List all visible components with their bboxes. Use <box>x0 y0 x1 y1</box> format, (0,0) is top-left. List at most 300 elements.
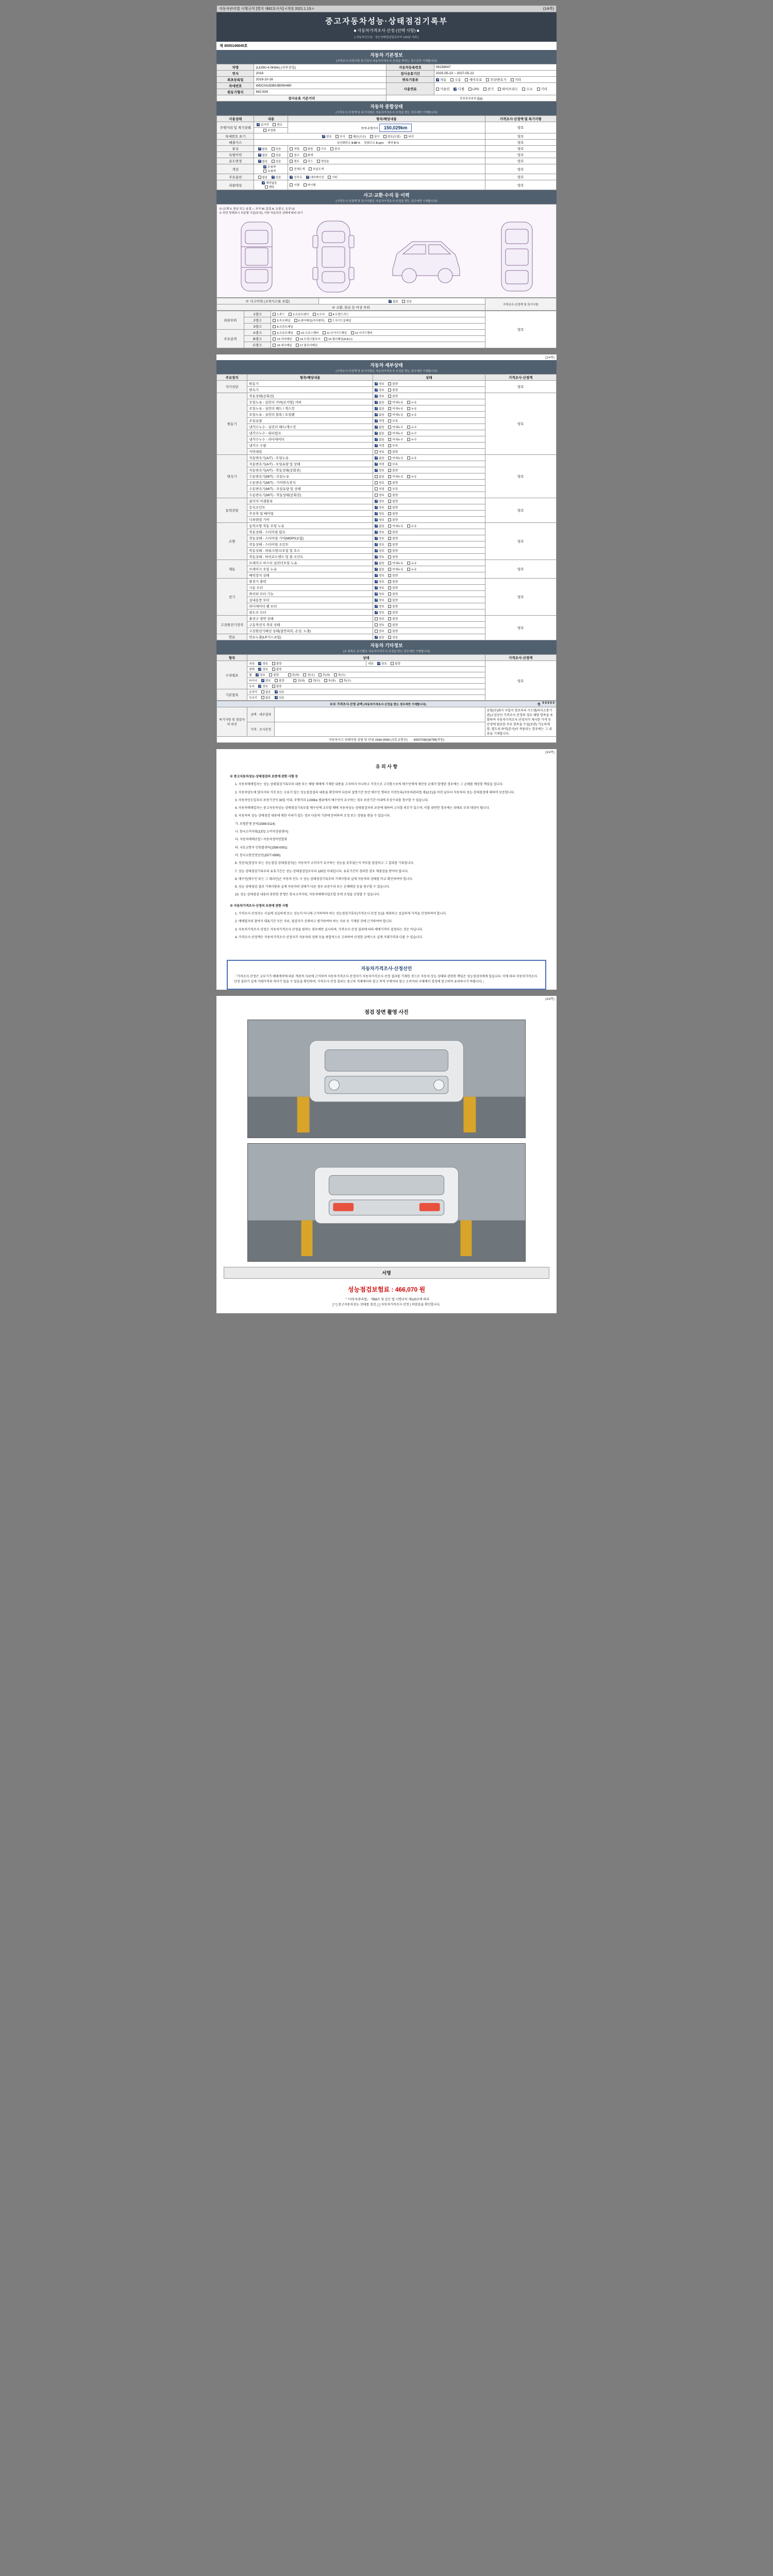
checkbox-atlevel-low[interactable] <box>388 463 391 466</box>
checkbox-tire-rl[interactable] <box>324 679 327 682</box>
checkbox-usage-business[interactable] <box>317 160 320 163</box>
checkbox-mtlevel-low[interactable] <box>388 487 391 490</box>
checkbox-commonrail-bad[interactable] <box>388 450 391 453</box>
overall-row-options-label: 주요옵션 <box>229 176 242 179</box>
checkbox-oillevel-ok[interactable] <box>375 419 378 422</box>
overall-options-sub: ✔ 선루프 ✔ 내비게이션 기타 <box>288 174 485 180</box>
checkbox-frame-dashpanel[interactable] <box>273 344 276 347</box>
checkbox-trans-diag-good[interactable] <box>375 388 378 392</box>
basic-label-inspection: 검사유효기간 <box>400 72 420 76</box>
checkbox-trans-cvt[interactable] <box>486 78 489 81</box>
section-etc-subtitle: (※ 항목은 총사별로 자동차가격조사·산정을 받는 경우에만 기재합니다) <box>343 650 430 653</box>
checkbox-polish-good[interactable] <box>258 668 261 671</box>
notice2-item-3: 4. 가격조사·산정액은 자동차가격조사·산정자가 자동차의 상태 등을 종합적으로 고려하여 산정한 금액으로 실제 거래가격과 다를 수 있습니다. <box>235 936 423 939</box>
checkbox-fuel-lpg[interactable] <box>468 88 472 91</box>
etc-group-basic-items: 기본품목 <box>225 693 239 697</box>
checkbox-frame-quarter[interactable] <box>294 319 297 322</box>
car-front-view <box>234 218 279 295</box>
checkbox-recall-na[interactable] <box>262 181 265 184</box>
overall-row-mileage-label: 주행거리 및 계기상태 <box>220 126 251 130</box>
checkbox-history-flood[interactable] <box>290 154 293 157</box>
checkbox-brakeoil-leak[interactable] <box>407 568 410 571</box>
section-overall-title: 자동차 종합상태 <box>370 104 403 109</box>
checkbox-mtleak-minor[interactable] <box>388 475 391 478</box>
overall-tuning-opts: ✔ 없음 있음 <box>254 146 288 152</box>
checkbox-frame-a-frontpanel[interactable] <box>273 331 276 334</box>
detail-state-coolant-level: ✔ 적정 부족 <box>373 443 485 449</box>
detail-state-radiator-fan: ✔ 양호 불량 <box>373 603 485 609</box>
frame-items-rank3: 8.프론트패널 <box>271 324 485 330</box>
checkbox-driveshaft-bad[interactable] <box>388 512 391 515</box>
checkbox-wheel-fr[interactable] <box>303 673 306 676</box>
checkbox-tierod-good[interactable] <box>375 555 378 558</box>
checkbox-fuel-etc[interactable] <box>537 88 540 91</box>
detail-item-at-level: 자동변속기(A/T) - 오일유량 및 상태 <box>249 463 300 466</box>
checkbox-fuel-hybrid[interactable] <box>498 88 501 91</box>
checkbox-history-none[interactable] <box>258 154 261 157</box>
checkbox-starter-good[interactable] <box>375 586 378 589</box>
checkbox-driveshaft-good[interactable] <box>375 512 378 515</box>
checkbox-exterior-good[interactable] <box>258 662 261 665</box>
price-row-0-value[interactable] <box>275 707 485 722</box>
detail-note-7: 양호 <box>517 626 524 630</box>
checkbox-usage-lease[interactable] <box>304 160 307 163</box>
checkbox-mtshift-bad[interactable] <box>388 481 391 484</box>
detail-header-3: 가격조사·산정액 <box>509 376 533 380</box>
checkbox-vin-corroded[interactable] <box>335 135 339 138</box>
checkbox-chargeport-good[interactable] <box>375 617 378 620</box>
detail-state-rocker-cover: ✔ 없음 미세누유 누유 <box>373 399 485 405</box>
checkbox-color-full-repaint[interactable] <box>290 167 293 171</box>
document-number <box>216 42 557 50</box>
notice-item-8: 9. 성능·상태점검 결과 기재사항과 실제 자동차의 상태가 다른 경우 보증수리 또는 손해배상 등을 청구할 수 있습니다. <box>235 886 390 889</box>
checkbox-hvwiring-bad[interactable] <box>388 630 391 633</box>
basic-label-firstreg: 최초등록일 <box>227 78 244 82</box>
checkbox-diff-bad[interactable] <box>388 518 391 521</box>
checkbox-blower-good[interactable] <box>375 599 378 602</box>
checkbox-radfan-bad[interactable] <box>388 605 391 608</box>
overall-header-3: 가격조사·산정액 및 특기사항 <box>499 117 542 121</box>
form-topbar <box>216 5 557 12</box>
checkbox-frame-trunkfloor[interactable] <box>296 337 299 341</box>
checkbox-wheel-rl[interactable] <box>318 673 322 676</box>
notice-contact-4: 마. 한국교통안전공단(1577-0990) <box>235 854 281 857</box>
checkbox-tuning-none[interactable] <box>258 147 261 150</box>
overall-header-2: 항목/해당내용 <box>376 117 397 121</box>
checkbox-history-fire[interactable] <box>304 154 307 157</box>
accident-right-label: 가격조사·산정액 및 특기사항 <box>502 303 539 307</box>
checkbox-mastercyl-none[interactable] <box>375 562 378 565</box>
checkbox-options-none[interactable] <box>258 176 261 179</box>
checkbox-alternator-good[interactable] <box>375 580 378 583</box>
checkbox-frame-fender[interactable] <box>289 313 292 316</box>
checkbox-frame-sidesill[interactable] <box>328 319 331 322</box>
mileage-value: 150,029km <box>379 124 412 132</box>
checkbox-vin-damaged[interactable] <box>349 135 352 138</box>
checkbox-wheel-fl[interactable] <box>288 673 291 676</box>
checkbox-coolantlevel-low[interactable] <box>388 444 391 447</box>
checkbox-history-yes[interactable] <box>272 154 275 157</box>
checkbox-usage-rent[interactable] <box>290 160 293 163</box>
detail-group-brake: 제동 <box>228 568 236 571</box>
checkbox-powerhose-good[interactable] <box>375 549 378 552</box>
checkbox-atleak-leak[interactable] <box>407 456 410 460</box>
etc-row-spare-key: 보조키 없음 ✔ 있음 <box>247 695 485 701</box>
checkbox-powerhose-bad[interactable] <box>388 549 391 552</box>
etc-row-manual: 운전석 없음 ✔ 있음 <box>247 689 485 695</box>
checkbox-psleak-none[interactable] <box>375 524 378 528</box>
checkbox-accident-yes[interactable] <box>402 300 405 303</box>
basic-info-table <box>216 64 557 101</box>
checkbox-mtleak-none[interactable] <box>375 475 378 478</box>
checkbox-commonrail-good[interactable] <box>375 450 378 453</box>
checkbox-steerpump-good[interactable] <box>375 531 378 534</box>
checkbox-fuel-diesel[interactable] <box>453 88 457 91</box>
frame-items-ranka: 9.프론트패널 10.크로스멤버 11.인사이드패널 12.사이드멤버 <box>271 330 485 336</box>
checkbox-option-etc[interactable] <box>328 176 331 179</box>
section-accident-title: 사고·교환·수리 등 이력 <box>363 193 410 198</box>
checkbox-mastercyl-minor[interactable] <box>388 562 391 565</box>
checkbox-starter-bad[interactable] <box>388 586 391 589</box>
checkbox-frame-floorpanel[interactable] <box>296 344 299 347</box>
page-header-note: [ 자동차인도일 : 성능상태점검일로부터 120일 이내 ] <box>355 36 418 39</box>
etc-header-2: 가격조사·산정액 <box>509 656 533 660</box>
overall-row-recall-label: 리콜대상 <box>229 183 242 188</box>
checkbox-mtidle-bad[interactable] <box>388 494 391 497</box>
checkbox-manual-yes[interactable] <box>275 690 278 693</box>
checkbox-wiper-good[interactable] <box>375 592 378 596</box>
checkbox-coolhead-none[interactable] <box>375 426 378 429</box>
detail-item-blower-motor: 실내송풍 모터 <box>249 599 270 602</box>
checkbox-tire-bad[interactable] <box>275 679 278 682</box>
checkbox-mileage-inaccurate[interactable] <box>263 129 266 132</box>
checkbox-psleak-minor[interactable] <box>388 524 391 528</box>
basic-value-vin: WDC0A3DB0JB090480 <box>256 84 292 88</box>
checkbox-steergear-bad[interactable] <box>388 537 391 540</box>
checkbox-hvwiring-good[interactable] <box>375 630 378 633</box>
overall-row-vin-label: 차대번호 표기 <box>225 135 246 139</box>
checkbox-engine-diag-bad[interactable] <box>388 382 391 385</box>
checkbox-options-yes[interactable] <box>272 176 275 179</box>
checkbox-vin-different[interactable] <box>370 135 373 138</box>
checkbox-wheel-good[interactable] <box>256 673 259 676</box>
basic-label-odo-standard: 검사유효 기준거리 <box>288 97 315 100</box>
checkbox-recall-pending[interactable] <box>304 183 307 187</box>
checkbox-tire-fl[interactable] <box>293 679 296 682</box>
price-support-number: 4000708(0)6799(작동) <box>413 739 445 742</box>
checkbox-fuel-gasoline[interactable] <box>436 88 439 91</box>
checkbox-frame-frontpanel[interactable] <box>273 325 276 328</box>
checkbox-tierod-bad[interactable] <box>388 555 391 558</box>
checkbox-fuelleak-none[interactable] <box>375 636 378 639</box>
overall-vin-opts: ✔ 양호 부식 훼손(오손) 상이 변조(도말) 타각 <box>254 133 485 140</box>
checkbox-tuning-structure[interactable] <box>317 147 320 150</box>
accident-section-title: ※ 교환, 판금 등 이상 부위 <box>331 306 370 310</box>
checkbox-sparekey-none[interactable] <box>261 696 264 699</box>
price-band-title: ※※ 가격조사·산정 금액 <box>329 703 363 706</box>
detail-state-differential: ✔ 양호 불량 <box>373 517 485 523</box>
checkbox-trans-semi[interactable] <box>465 78 468 81</box>
checkbox-tire-rr[interactable] <box>340 679 343 682</box>
checkbox-frame-sidemember[interactable] <box>351 331 354 334</box>
checkbox-option-navigation[interactable] <box>306 176 309 179</box>
checkbox-brakeoil-minor[interactable] <box>388 568 391 571</box>
basic-label-fuel: 사용연료 <box>404 88 417 91</box>
checkbox-oilpan-none[interactable] <box>375 413 378 416</box>
car-side-view <box>388 218 465 295</box>
checkbox-coolhead-leak[interactable] <box>407 426 410 429</box>
accident-history-table <box>216 298 557 311</box>
detail-item-oil-level: 오일유량 <box>249 419 262 423</box>
checkbox-trans-etc[interactable] <box>511 78 514 81</box>
checkbox-headgasket-leak[interactable] <box>407 407 410 410</box>
basic-label-vin: 차대번호 <box>229 84 242 88</box>
checkbox-hvbattery-good[interactable] <box>375 623 378 626</box>
basic-label-year: 연식 <box>232 72 239 76</box>
checkbox-wheel-rr[interactable] <box>334 673 337 676</box>
checkbox-wheel-bad[interactable] <box>269 673 272 676</box>
price-total-digits: 0 0 0 0 0 <box>542 702 554 705</box>
checkbox-frame-rearpanel[interactable] <box>273 337 276 341</box>
checkbox-fuel-hydrogen[interactable] <box>522 88 525 91</box>
notice-item-9: 10. 성능·상태점검 내용과 관련한 분쟁은 한국소비자원, 자동차매매사업조합 등에 조정을 신청할 수 있습니다. <box>235 893 380 897</box>
detail-header-2: 상태 <box>426 376 432 380</box>
checkbox-steerjoint-good[interactable] <box>375 543 378 546</box>
checkbox-frame-roof[interactable] <box>273 319 276 322</box>
detail-item-at-leak: 자동변속기(A/T) - 오일누유 <box>249 456 289 460</box>
checkbox-rocker-leak[interactable] <box>407 401 410 404</box>
detail-state-oil-level: ✔ 적정 부족 <box>373 418 485 424</box>
checkbox-vin-stamped[interactable] <box>404 135 407 138</box>
overall-mileage-opts2: 부정확 <box>254 128 288 133</box>
detail-item-wiper-motor: 와이퍼 모터 기능 <box>249 592 274 596</box>
detail-note-3: 양호 <box>517 509 524 513</box>
checkbox-usage-yes[interactable] <box>272 160 275 163</box>
basic-label-carname: 차명 <box>232 66 239 70</box>
checkbox-tuning-illegal[interactable] <box>304 147 307 150</box>
checkbox-atlevel-ok[interactable] <box>375 463 378 466</box>
overall-row-tuning-label: 튜닝 <box>232 147 239 151</box>
checkbox-frame-insidepanel[interactable] <box>323 331 326 334</box>
checkbox-cvjoint-good[interactable] <box>375 506 378 509</box>
detail-state-ps-leak: ✔ 없음 미세누유 누유 <box>373 523 485 529</box>
checkbox-headgasket-none[interactable] <box>375 407 378 410</box>
checkbox-mtidle-good[interactable] <box>375 494 378 497</box>
detail-item-engine-idle: 작동상태(공회전) <box>249 395 274 398</box>
overall-row-emission-label: 배출가스 <box>229 141 242 145</box>
checkbox-mtleak-leak[interactable] <box>407 475 410 478</box>
inspection-insurance-price <box>216 1281 557 1296</box>
checkbox-tuning-legal[interactable] <box>290 147 293 150</box>
detail-note-0: 양호 <box>517 385 524 389</box>
overall-row-color-label: 색상 <box>232 167 239 172</box>
overall-note-emission: 양호 <box>517 141 524 145</box>
sheet-page-3 <box>216 749 557 990</box>
checkbox-steerpump-bad[interactable] <box>388 531 391 534</box>
checkbox-trans-auto[interactable] <box>436 78 439 81</box>
checkbox-atleak-minor[interactable] <box>388 456 391 460</box>
checkbox-tuning-device[interactable] <box>330 147 333 150</box>
checkbox-interior-good[interactable] <box>377 662 380 665</box>
detail-state-steering-gear: ✔ 양호 불량 <box>373 535 485 541</box>
overall-note-options: 양호 <box>517 176 524 179</box>
checkbox-mtshift-good[interactable] <box>375 481 378 484</box>
detail-group-powertrain: 동력전달 <box>225 509 239 513</box>
checkbox-color-chromatic[interactable] <box>263 170 266 173</box>
checkbox-color-achromatic[interactable] <box>263 165 266 168</box>
checkbox-radiator-minor[interactable] <box>388 438 391 441</box>
checkbox-tire-fr[interactable] <box>309 679 312 682</box>
checkbox-steergear-good[interactable] <box>375 537 378 540</box>
overall-note-usage: 양호 <box>517 160 524 163</box>
checkbox-headgasket-minor[interactable] <box>388 407 391 410</box>
checkbox-frame-crossmember[interactable] <box>297 331 300 334</box>
checkbox-chargeport-bad[interactable] <box>388 617 391 620</box>
price-support-text: 자동차사고 피해지원 상담 및 안내 1544-0049 (국토교통부) <box>328 739 408 742</box>
detail-item-window-motor: 윈도우 모터 <box>249 611 266 615</box>
checkbox-usage-none[interactable] <box>258 160 261 163</box>
checkbox-fuel-ev[interactable] <box>483 88 486 91</box>
basic-value-inspection: 2025-05-23 ~ 2027-05-22 <box>435 72 474 75</box>
checkbox-coolantlevel-ok[interactable] <box>375 444 378 447</box>
checkbox-clutch-good[interactable] <box>375 500 378 503</box>
notice-sec1-title: ※ 중고자동차성능·상태점검의 보증에 관한 사항 등 <box>230 775 298 778</box>
checkbox-mileage-actual[interactable] <box>257 123 260 126</box>
checkbox-interior-bad[interactable] <box>391 662 394 665</box>
accident-right-value: 양호 <box>517 328 524 332</box>
checkbox-glass-bad[interactable] <box>272 685 275 688</box>
checkbox-fuelleak-yes[interactable] <box>388 636 391 639</box>
checkbox-brakeoil-none[interactable] <box>375 568 378 571</box>
checkbox-option-sunroof[interactable] <box>290 176 293 179</box>
frame-rank-1: 1랭크 <box>253 313 262 316</box>
checkbox-oilpan-minor[interactable] <box>388 413 391 416</box>
page-title: 중고자동차성능·상태점검기록부 <box>325 17 448 26</box>
detail-state-brake-oil: ✔ 없음 미세누유 누유 <box>373 566 485 572</box>
checkbox-blower-bad[interactable] <box>388 599 391 602</box>
diagram-legend-2: ※ 하단 당해표시 부분별 기준(주의), 기타 자동차의 상태에 따라 표기 <box>219 212 303 215</box>
checkbox-steerjoint-bad[interactable] <box>388 543 391 546</box>
checkbox-hvbattery-bad[interactable] <box>388 623 391 626</box>
checkbox-mileage-altered[interactable] <box>273 123 276 126</box>
checkbox-booster-good[interactable] <box>375 574 378 577</box>
checkbox-alternator-bad[interactable] <box>388 580 391 583</box>
checkbox-diff-good[interactable] <box>375 518 378 521</box>
checkbox-clutch-bad[interactable] <box>388 500 391 503</box>
checkbox-radiator-none[interactable] <box>375 438 378 441</box>
detail-state-water-pump: ✔ 없음 미세누수 누수 <box>373 430 485 436</box>
detail-group-self-diagnosis: 자기진단 <box>225 385 239 389</box>
checkbox-windowmotor-bad[interactable] <box>388 611 391 614</box>
detail-state-common-rail: 양호 불량 <box>373 449 485 455</box>
checkbox-atleak-none[interactable] <box>375 456 378 460</box>
checkbox-frame-hood[interactable] <box>273 313 276 316</box>
price-support-row <box>217 737 557 743</box>
checkbox-frame-door[interactable] <box>313 313 316 316</box>
detail-state-alternator: ✔ 양호 불량 <box>373 579 485 585</box>
checkbox-atidle-bad[interactable] <box>388 469 391 472</box>
checkbox-booster-bad[interactable] <box>388 574 391 577</box>
checkbox-mtlevel-ok[interactable] <box>375 487 378 490</box>
detail-item-hv-battery: 구동축전지 격리 상태 <box>249 623 280 627</box>
checkbox-windowmotor-good[interactable] <box>375 611 378 614</box>
checkbox-idle-good[interactable] <box>375 395 378 398</box>
checkbox-waterpump-leak[interactable] <box>407 432 410 435</box>
checkbox-rocker-none[interactable] <box>375 401 378 404</box>
section-overall-band <box>216 101 557 115</box>
checkbox-mastercyl-leak[interactable] <box>407 562 410 565</box>
notice-contact-0: 가. 보험분쟁 문의(1588-0114) <box>235 822 275 826</box>
checkbox-psleak-leak[interactable] <box>407 524 410 528</box>
checkbox-radfan-good[interactable] <box>375 605 378 608</box>
overall-note-history: 양호 <box>517 154 524 157</box>
checkbox-oillevel-low[interactable] <box>388 419 391 422</box>
detail-note-5: 양호 <box>517 568 524 571</box>
checkbox-tuning-yes[interactable] <box>272 147 275 150</box>
checkbox-tire-good[interactable] <box>261 679 264 682</box>
photo-rear-lift[interactable] <box>247 1143 526 1262</box>
overall-note-color: 양호 <box>517 167 524 172</box>
overall-mileage-opts: ✔실거리 변조 <box>254 122 288 128</box>
frame-rank-c: C랭크 <box>253 344 262 347</box>
checkbox-manual-none[interactable] <box>261 690 264 693</box>
detail-item-starter: 시동 모터 <box>249 586 263 590</box>
checkbox-atidle-good[interactable] <box>375 469 378 472</box>
basic-label-trans: 변속기종류 <box>402 78 418 82</box>
checkbox-cvjoint-bad[interactable] <box>388 506 391 509</box>
checkbox-frame-pillar[interactable] <box>324 337 327 341</box>
checkbox-color-partial-repaint[interactable] <box>309 167 312 171</box>
photo-front-lift[interactable] <box>247 1020 526 1138</box>
checkbox-rocker-minor[interactable] <box>388 401 391 404</box>
notice-contact-1: 나. 한국소비자원(1372 소비자상담센터) <box>235 831 289 834</box>
checkbox-vin-good[interactable] <box>322 135 325 138</box>
detail-item-fuel-leak: 연료누출(LP가스포함) <box>249 636 281 639</box>
checkbox-vin-altered[interactable] <box>383 135 386 138</box>
price-row-1-value[interactable] <box>275 722 485 737</box>
checkbox-frame-trunklid[interactable] <box>329 313 332 316</box>
detail-item-tierod: 작동상태 - 타이로드엔드 및 볼 조인트 <box>249 555 304 559</box>
checkbox-trans-diag-bad[interactable] <box>388 388 391 392</box>
notice-title: 유 의 사 항 <box>375 764 398 769</box>
etc-row-interior: 내장 ✔ 양호 불량 <box>366 661 485 667</box>
checkbox-oilpan-leak[interactable] <box>407 413 410 416</box>
checkbox-sparekey-yes[interactable] <box>275 696 278 699</box>
overall-note-tuning: 양호 <box>517 147 524 151</box>
checkbox-recall-yes[interactable] <box>265 185 268 189</box>
checkbox-exterior-bad[interactable] <box>272 662 275 665</box>
checkbox-engine-diag-good[interactable] <box>375 382 378 385</box>
price-row-1-label: 가격 · 조사산정 <box>250 728 272 732</box>
section-basic-band <box>216 50 557 64</box>
checkbox-coolhead-minor[interactable] <box>388 426 391 429</box>
checkbox-waterpump-none[interactable] <box>375 432 378 435</box>
detail-item-alternator: 발전기 출력 <box>249 580 266 584</box>
checkbox-wiper-bad[interactable] <box>388 592 391 596</box>
checkbox-waterpump-minor[interactable] <box>388 432 391 435</box>
checkbox-trans-manual[interactable] <box>450 78 453 81</box>
checkbox-idle-bad[interactable] <box>388 395 391 398</box>
checkbox-recall-done[interactable] <box>290 183 293 187</box>
checkbox-glass-good[interactable] <box>258 685 261 688</box>
basic-value-year: 2018 <box>256 72 263 75</box>
overall-color-opts: ✔무채색 유채색 <box>254 164 288 174</box>
checkbox-polish-bad[interactable] <box>272 668 275 671</box>
checkbox-radiator-leak[interactable] <box>407 438 410 441</box>
etc-group-repair: 수리필요 <box>225 673 239 677</box>
notice2-item-1: 2. 매매업자의 참여자 대표기간 모든 자료, 점검자가 신뢰하고 평가하여야 하는 자료 등 기재된 것에 근거하여야 합니다. <box>235 920 393 924</box>
checkbox-accident-none[interactable] <box>389 300 392 303</box>
